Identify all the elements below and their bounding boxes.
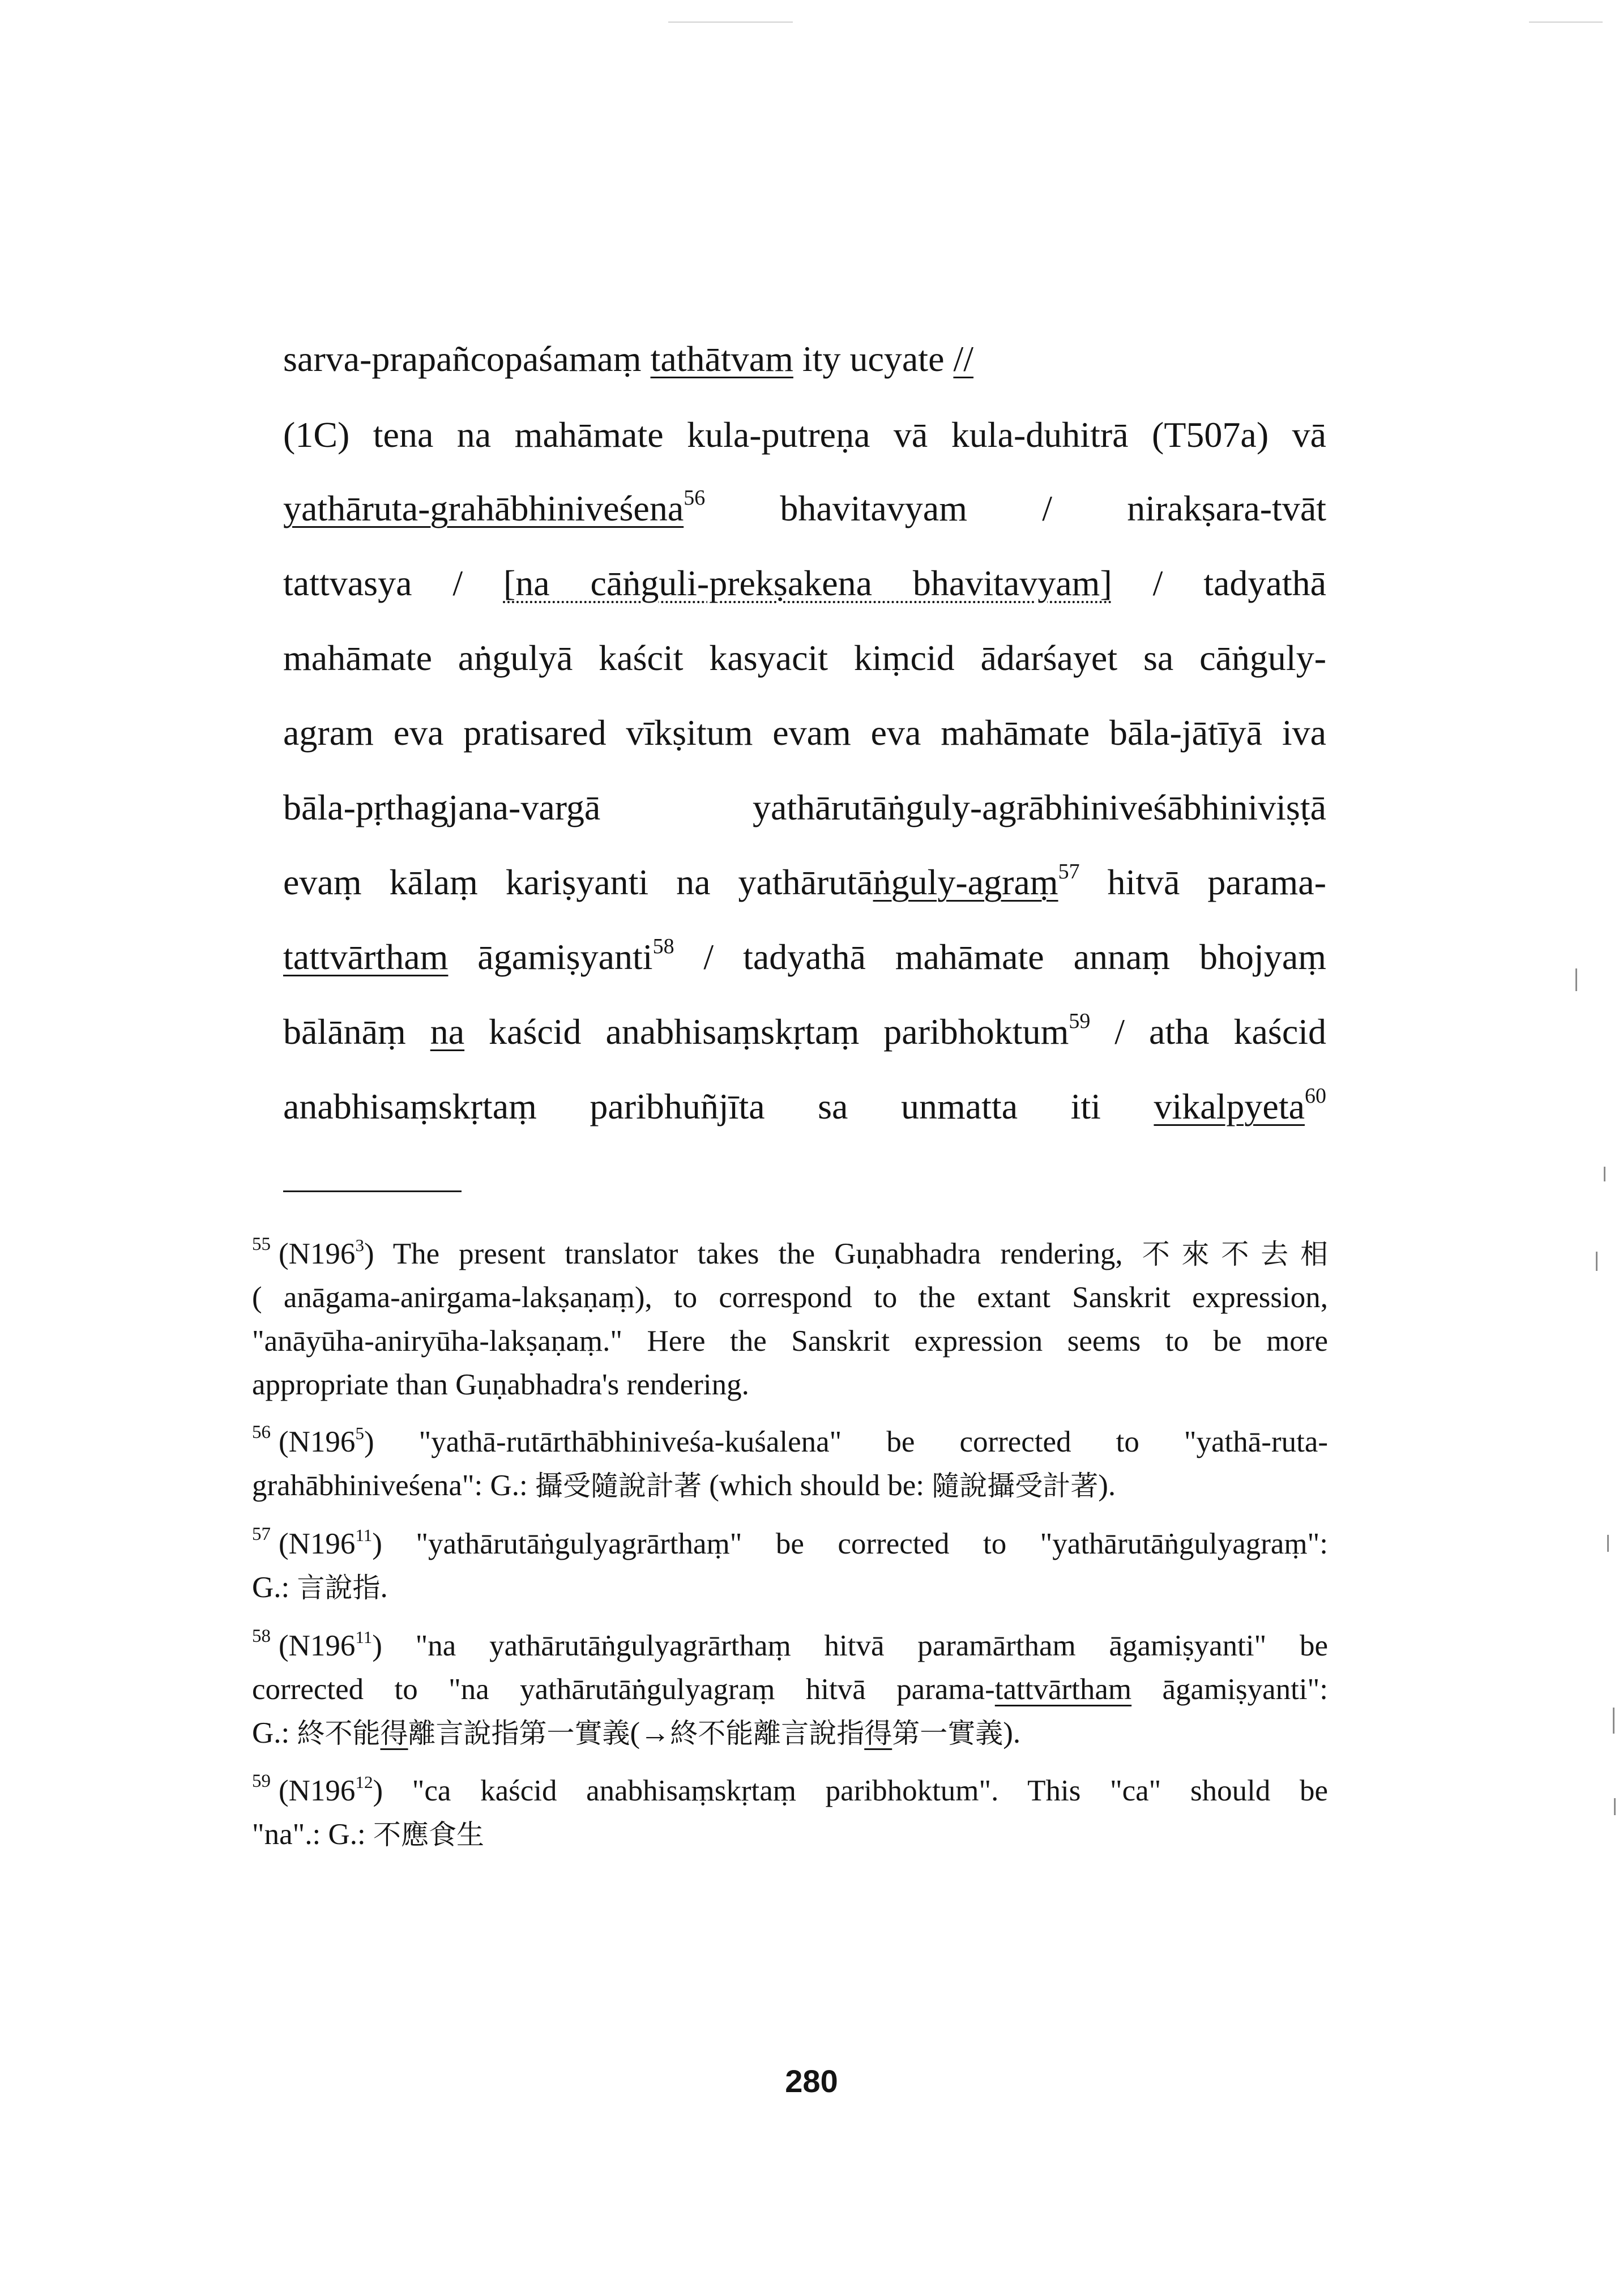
footnote-55 [252, 1232, 1328, 1407]
footnote-number: 59 [252, 1771, 271, 1791]
superscript: 3 [355, 1235, 364, 1255]
text-span: (N196 [279, 1426, 356, 1458]
text-line-5: mahāmate aṅgulyā kaścit kasyacit kiṃcid ādarśayet sa cāṅguly- [283, 638, 1326, 678]
chinese-underlined-char: 得 [864, 1717, 892, 1749]
text-span: grahābhiniveśena": G.: [252, 1469, 535, 1502]
footnote-59 [252, 1769, 1328, 1857]
text-span: G.: [252, 1571, 297, 1604]
footnote-line [252, 1566, 1328, 1610]
scan-speck [1596, 1252, 1598, 1271]
text-line-10 [283, 1009, 1326, 1055]
text-span: evaṃ kālaṃ kariṣyanti na yathārutā [283, 862, 873, 902]
footnote-line [252, 1522, 1328, 1566]
footnote-line [252, 1712, 1328, 1755]
text-line-2: (1C) tena na mahāmate kula-putreṇa vā kula-duhitrā (T507a) vā [283, 415, 1326, 455]
footnote-number: 55 [252, 1234, 271, 1254]
chinese-text: 終不能離言說指 [670, 1717, 865, 1749]
chinese-text: 不應食生 [373, 1819, 485, 1851]
chinese-text: 第一實義 [892, 1717, 1003, 1749]
text-span: (N196 [279, 1629, 356, 1662]
chinese-text: 離言說指第一實義 [408, 1717, 630, 1749]
footnote-line [252, 1624, 1328, 1668]
superscript: 12 [355, 1772, 373, 1792]
text-span: ) "ca kaścid anabhisaṃskṛtaṃ paribhoktum". This "ca" should be [373, 1774, 1328, 1807]
chinese-text: 隨說攝受計著 [932, 1470, 1099, 1502]
text-line-7: bāla-pṛthagjana-vargā yathārutāṅguly-agrābhiniveśābhiniviṣṭā [283, 787, 1326, 827]
footnote-line: ( anāgama-anirgama-lakṣaṇaṃ), to correspond to the extant Sanskrit expression, [252, 1281, 1328, 1314]
scan-speck [1575, 968, 1577, 991]
chinese-text: 終不能 [297, 1717, 381, 1749]
text-span: / tadyathā mahāmate annaṃ bhojyaṃ [674, 937, 1327, 977]
text-span: ). [1098, 1469, 1116, 1502]
text-span: bālānāṃ [283, 1012, 430, 1052]
text-span: hitvā parama- [1079, 862, 1327, 902]
text-line-4 [283, 561, 1326, 606]
footnote-number: 57 [252, 1524, 271, 1544]
chinese-underlined-char: 得 [380, 1717, 408, 1749]
footnote-line [252, 1813, 1328, 1857]
footnote-ref[interactable]: 59 [1069, 1009, 1091, 1033]
footnote-line [252, 1464, 1328, 1508]
underlined-term: vikalpyeta [1154, 1086, 1305, 1126]
text-span: kaścid anabhisaṃskṛtaṃ paribhoktum [464, 1012, 1069, 1052]
superscript: 5 [355, 1423, 364, 1443]
text-span: bhavitavyam / nirakṣara-tvāt [705, 488, 1326, 528]
footnote-ref[interactable]: 56 [684, 486, 706, 510]
footnote-ref[interactable]: 58 [652, 934, 674, 958]
text-span: / atha kaścid [1090, 1012, 1327, 1052]
text-line-3 [283, 486, 1326, 531]
text-span: (→ [630, 1717, 670, 1749]
footnote-line: "anāyūha-aniryūha-lakṣaṇaṃ." Here the Sanskrit expression seems to be more [252, 1325, 1328, 1358]
text-span: ) "yathārutāṅgulyagrārthaṃ" be corrected to "yathārutāṅgulyagraṃ": [372, 1527, 1328, 1560]
text-span: āgamiṣyanti": [1131, 1673, 1328, 1706]
scan-speck [1613, 1708, 1615, 1734]
text-line-9 [283, 934, 1326, 980]
underlined-term: tathātvam [650, 339, 793, 379]
scan-speck [1614, 1798, 1616, 1815]
underlined-term: tattvārtham [994, 1673, 1132, 1706]
scan-speck [1529, 22, 1603, 23]
footnote-ref[interactable]: 60 [1305, 1084, 1326, 1108]
footnote-line [252, 1420, 1328, 1464]
dotted-underlined-phrase: [na cāṅguli-prekṣakena bhavitavyam] [503, 563, 1112, 603]
text-span: (N196 [279, 1774, 356, 1807]
text-line-11 [283, 1084, 1326, 1129]
superscript: 11 [355, 1627, 373, 1647]
footnote-58 [252, 1624, 1328, 1755]
footnote-number: 56 [252, 1422, 271, 1443]
footnote-line [252, 1769, 1328, 1813]
footnote-line [252, 1232, 1328, 1276]
footnote-separator [283, 1190, 462, 1192]
text-span: tattvasya / [283, 563, 503, 603]
underlined-term: yathāruta-grahābhiniveśena [283, 488, 684, 528]
text-span: (N196 [279, 1527, 356, 1560]
footnote-56 [252, 1420, 1328, 1508]
danda-mark: // [953, 339, 974, 379]
text-span: "na".: G.: [252, 1818, 374, 1851]
page-number: 280 [785, 2063, 838, 2099]
scan-speck [1604, 1167, 1605, 1181]
text-span: (N196 [279, 1237, 356, 1270]
text-span: ) "yathā-rutārthābhiniveśa-kuśalena" be corrected to "yathā-ruta- [364, 1426, 1328, 1458]
footnote-57 [252, 1522, 1328, 1610]
text-span: corrected to "na yathārutāṅgulyagraṃ hitvā parama- [252, 1673, 995, 1706]
text-span: ity ucyate [793, 339, 954, 379]
footnote-ref[interactable]: 57 [1058, 860, 1080, 884]
underlined-term: na [430, 1012, 465, 1052]
chinese-text: 言說指 [297, 1572, 381, 1604]
chinese-text: 不來不去相 [1142, 1238, 1328, 1270]
text-span: sarva-prapañcopaśamaṃ [283, 339, 651, 379]
text-span: / tadyathā [1112, 563, 1326, 603]
text-span: G.: [252, 1717, 297, 1749]
footnote-line [252, 1668, 1328, 1712]
text-span: . [380, 1571, 388, 1604]
scan-speck [668, 22, 793, 23]
text-span: ) The present translator takes the Guṇabhadra rendering, [364, 1237, 1142, 1270]
text-line-1 [283, 336, 1326, 382]
text-span: āgamiṣyanti [448, 937, 653, 977]
scan-speck [1607, 1535, 1609, 1552]
text-span: anabhisaṃskṛtaṃ paribhuñjīta sa unmatta iti [283, 1086, 1154, 1126]
underlined-term: ṅguly-agraṃ [873, 862, 1058, 902]
text-span: ) "na yathārutāṅgulyagrārthaṃ hitvā paramārtham āgamiṣyanti" be [372, 1629, 1328, 1662]
underlined-term: tattvārtham [283, 937, 449, 977]
text-line-6: agram eva pratisared vīkṣitum evam eva mahāmate bāla-jātīyā iva [283, 712, 1326, 753]
text-span: (which should be: [701, 1469, 932, 1502]
superscript: 11 [355, 1525, 373, 1545]
text-span: ). [1003, 1717, 1021, 1749]
chinese-text: 攝受隨說計著 [535, 1470, 702, 1502]
footnote-number: 58 [252, 1626, 271, 1646]
text-line-8 [283, 860, 1326, 905]
footnote-line: appropriate than Guṇabhadra's rendering. [252, 1368, 749, 1401]
